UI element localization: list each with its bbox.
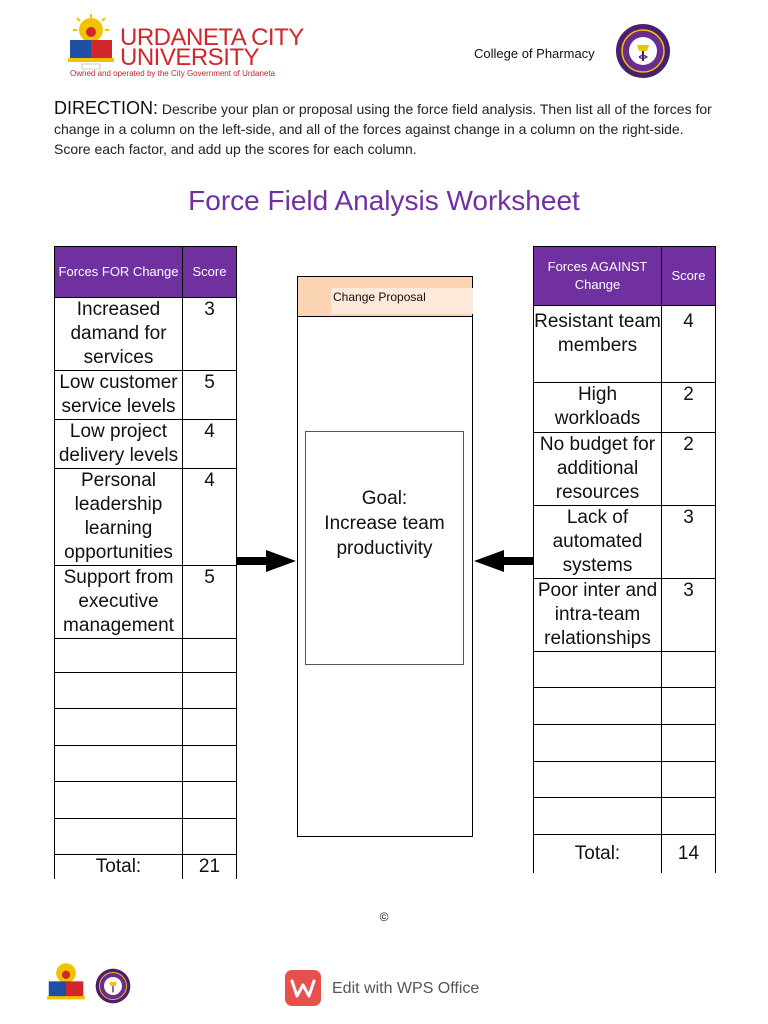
table-row	[534, 306, 716, 383]
empty-cell	[534, 762, 662, 798]
arrow-right-icon	[236, 550, 296, 572]
force-against-score: 2	[662, 383, 716, 433]
forces-for-score-header: Score	[183, 247, 237, 298]
empty-cell	[534, 652, 662, 688]
table-row	[55, 566, 237, 639]
force-for-text: Low project delivery levels	[55, 420, 183, 469]
table-row	[534, 383, 716, 433]
copyright-symbol: ©	[379, 910, 389, 924]
empty-cell	[183, 639, 237, 673]
college-name: College of Pharmacy	[474, 46, 595, 61]
change-proposal-label: Change Proposal	[331, 288, 473, 314]
worksheet-title: Force Field Analysis Worksheet	[188, 185, 580, 216]
forces-for-header: Forces FOR Change	[55, 247, 183, 298]
forces-for-total-label: Total:	[55, 855, 183, 880]
empty-cell	[534, 688, 662, 725]
force-against-score: 2	[662, 433, 716, 506]
force-for-score: 3	[183, 298, 237, 371]
university-tagline: Owned and operated by the City Government of Urdaneta	[70, 69, 276, 78]
empty-cell	[183, 819, 237, 855]
goal-label: Goal:	[361, 487, 408, 509]
table-row	[55, 371, 237, 420]
empty-cell	[662, 652, 716, 688]
force-for-score: 5	[183, 371, 237, 420]
goal-text: Increase team productivity	[324, 512, 445, 559]
empty-cell	[183, 673, 237, 709]
empty-row	[534, 652, 716, 688]
total-row	[534, 835, 716, 873]
force-for-text: Increased damand for services	[55, 298, 183, 371]
university-logo-icon	[66, 14, 116, 70]
force-against-score: 3	[662, 506, 716, 579]
force-for-score: 4	[183, 469, 237, 566]
arrow-left-icon	[474, 550, 534, 572]
table-row	[534, 506, 716, 579]
empty-cell	[183, 746, 237, 782]
university-name: URDANETA CITY UNIVERSITY	[120, 24, 304, 71]
empty-row	[55, 639, 237, 673]
university-logo-icon	[45, 960, 87, 1006]
empty-cell	[55, 746, 183, 782]
empty-cell	[534, 725, 662, 762]
empty-cell	[662, 762, 716, 798]
empty-cell	[662, 688, 716, 725]
empty-row	[534, 798, 716, 835]
pharmacy-seal-icon	[615, 23, 671, 79]
force-against-text: High workloads	[534, 383, 662, 433]
empty-row	[55, 709, 237, 746]
forces-for-table	[54, 246, 237, 879]
empty-cell	[662, 725, 716, 762]
empty-row	[55, 782, 237, 819]
force-for-score: 5	[183, 566, 237, 639]
empty-row	[55, 819, 237, 855]
empty-cell	[662, 798, 716, 835]
empty-row	[534, 688, 716, 725]
forces-against-total: 14	[662, 835, 716, 873]
goal-box	[305, 431, 464, 665]
forces-for-total: 21	[183, 855, 237, 880]
empty-row	[55, 673, 237, 709]
forces-against-header: Forces AGAINST Change	[534, 247, 662, 306]
force-for-text: Personal leadership learning opportunities	[55, 469, 183, 566]
empty-cell	[55, 709, 183, 746]
empty-cell	[55, 673, 183, 709]
force-for-score: 4	[183, 420, 237, 469]
forces-against-total-label: Total:	[534, 835, 662, 873]
forces-against-score-header: Score	[662, 247, 716, 306]
table-row	[55, 298, 237, 371]
table-row	[55, 420, 237, 469]
force-against-text: Resistant team members	[534, 306, 662, 383]
empty-cell	[55, 782, 183, 819]
empty-cell	[55, 639, 183, 673]
edit-with-wps-link[interactable]: Edit with WPS Office	[332, 980, 480, 997]
empty-cell	[534, 798, 662, 835]
empty-row	[534, 725, 716, 762]
empty-cell	[55, 819, 183, 855]
direction-text	[54, 98, 719, 159]
total-row	[55, 855, 237, 880]
force-for-text: Support from executive management	[55, 566, 183, 639]
forces-against-table	[533, 246, 716, 873]
force-against-score: 3	[662, 579, 716, 652]
empty-cell	[183, 709, 237, 746]
table-row	[534, 579, 716, 652]
pharmacy-seal-icon	[95, 968, 131, 1004]
force-against-text: Lack of automated systems	[534, 506, 662, 579]
direction-label: DIRECTION:	[54, 98, 159, 118]
force-against-text: Poor inter and intra-team relationships	[534, 579, 662, 652]
force-against-score: 4	[662, 306, 716, 383]
direction-body: Describe your plan or proposal using the force field analysis. Then list all of the forces for change in a column on the left-side, and all of the forces against change in a column on the right-side. Score each factor, and add up the scores for each column.	[54, 101, 712, 157]
empty-row	[534, 762, 716, 798]
empty-row	[55, 746, 237, 782]
table-row	[55, 469, 237, 566]
empty-cell	[183, 782, 237, 819]
force-against-text: No budget for additional resources	[534, 433, 662, 506]
table-row	[534, 433, 716, 506]
wps-office-icon[interactable]	[285, 970, 321, 1006]
force-for-text: Low customer service levels	[55, 371, 183, 420]
